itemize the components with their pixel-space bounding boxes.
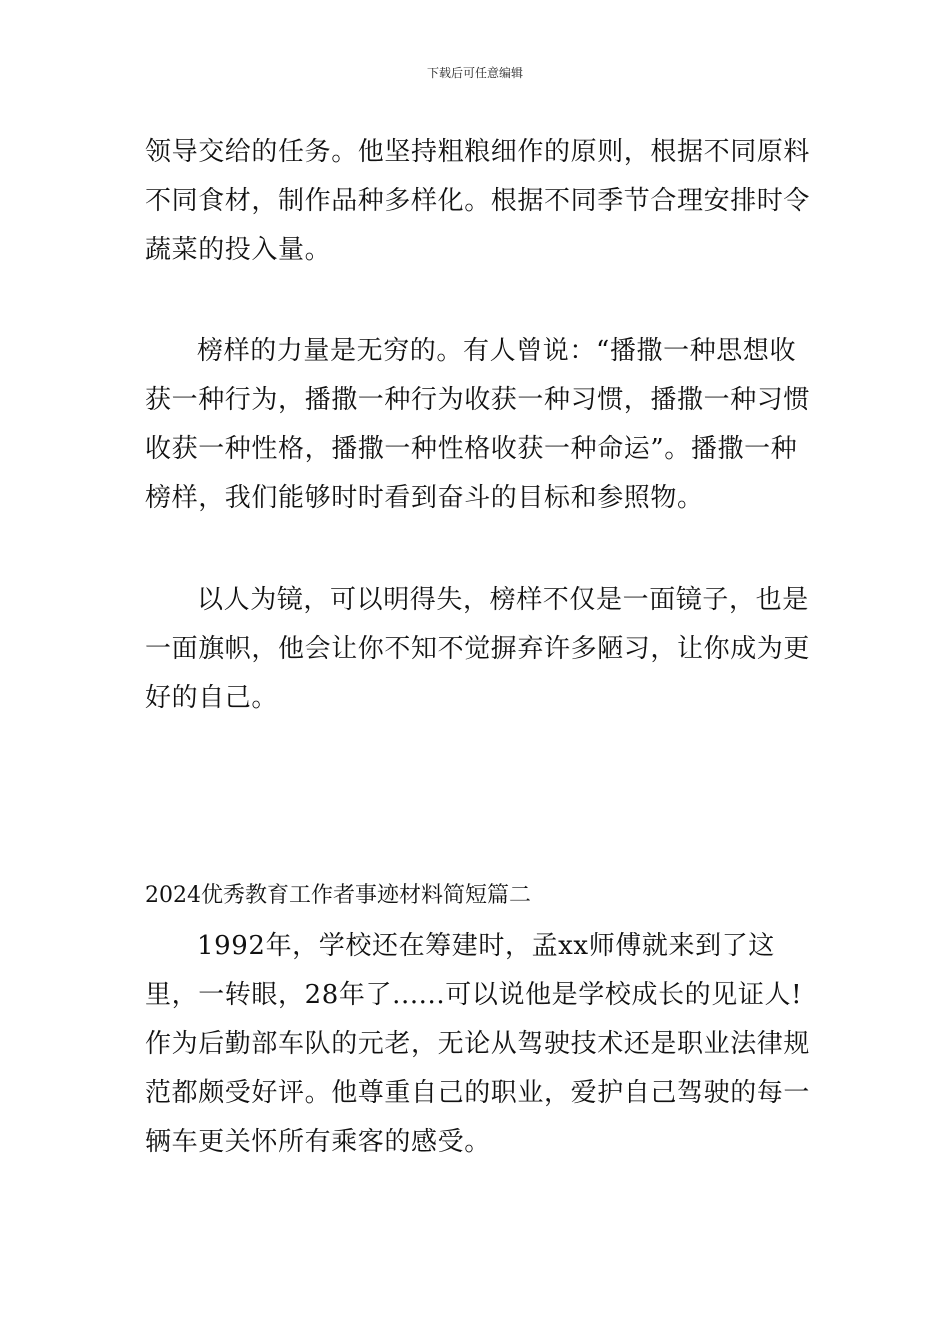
body-paragraph-2: 榜样的力量是无穷的。有人曾说：“播撒一种思想收获一种行为，播撒一种行为收获一种习惯，播撒一种习惯收获一种性格，播撒一种性格收获一种命运”。播撒一种榜样，我们能够时时看到奋斗的目标和参照物。 xyxy=(145,336,811,513)
body-paragraph-3: 以人为镜，可以明得失，榜样不仅是一面镜子，也是一面旗帜，他会让你不知不觉摒弃许多陋习，让你成为更好的自己。 xyxy=(145,585,811,713)
page-header-note: 下载后可任意编辑 xyxy=(426,66,523,80)
section-title: 2024优秀教育工作者事迹材料简短篇二 xyxy=(145,883,531,908)
body-paragraph-1: 领导交给的任务。他坚持粗粮细作的原则，根据不同原料不同食材，制作品种多样化。根据不同季节合理安排时令蔬菜的投入量。 xyxy=(145,137,811,265)
section-paragraph: 1992年，学校还在筹建时，孟xx师傅就来到了这里，一转眼，28年了......可以说他是学校成长的见证人!作为后勤部车队的元老，无论从驾驶技术还是职业法律规范都颇受好评。他尊重自己的职业，爱护自己驾驶的每一辆车更关怀所有乘客的感受。 xyxy=(145,931,811,1157)
